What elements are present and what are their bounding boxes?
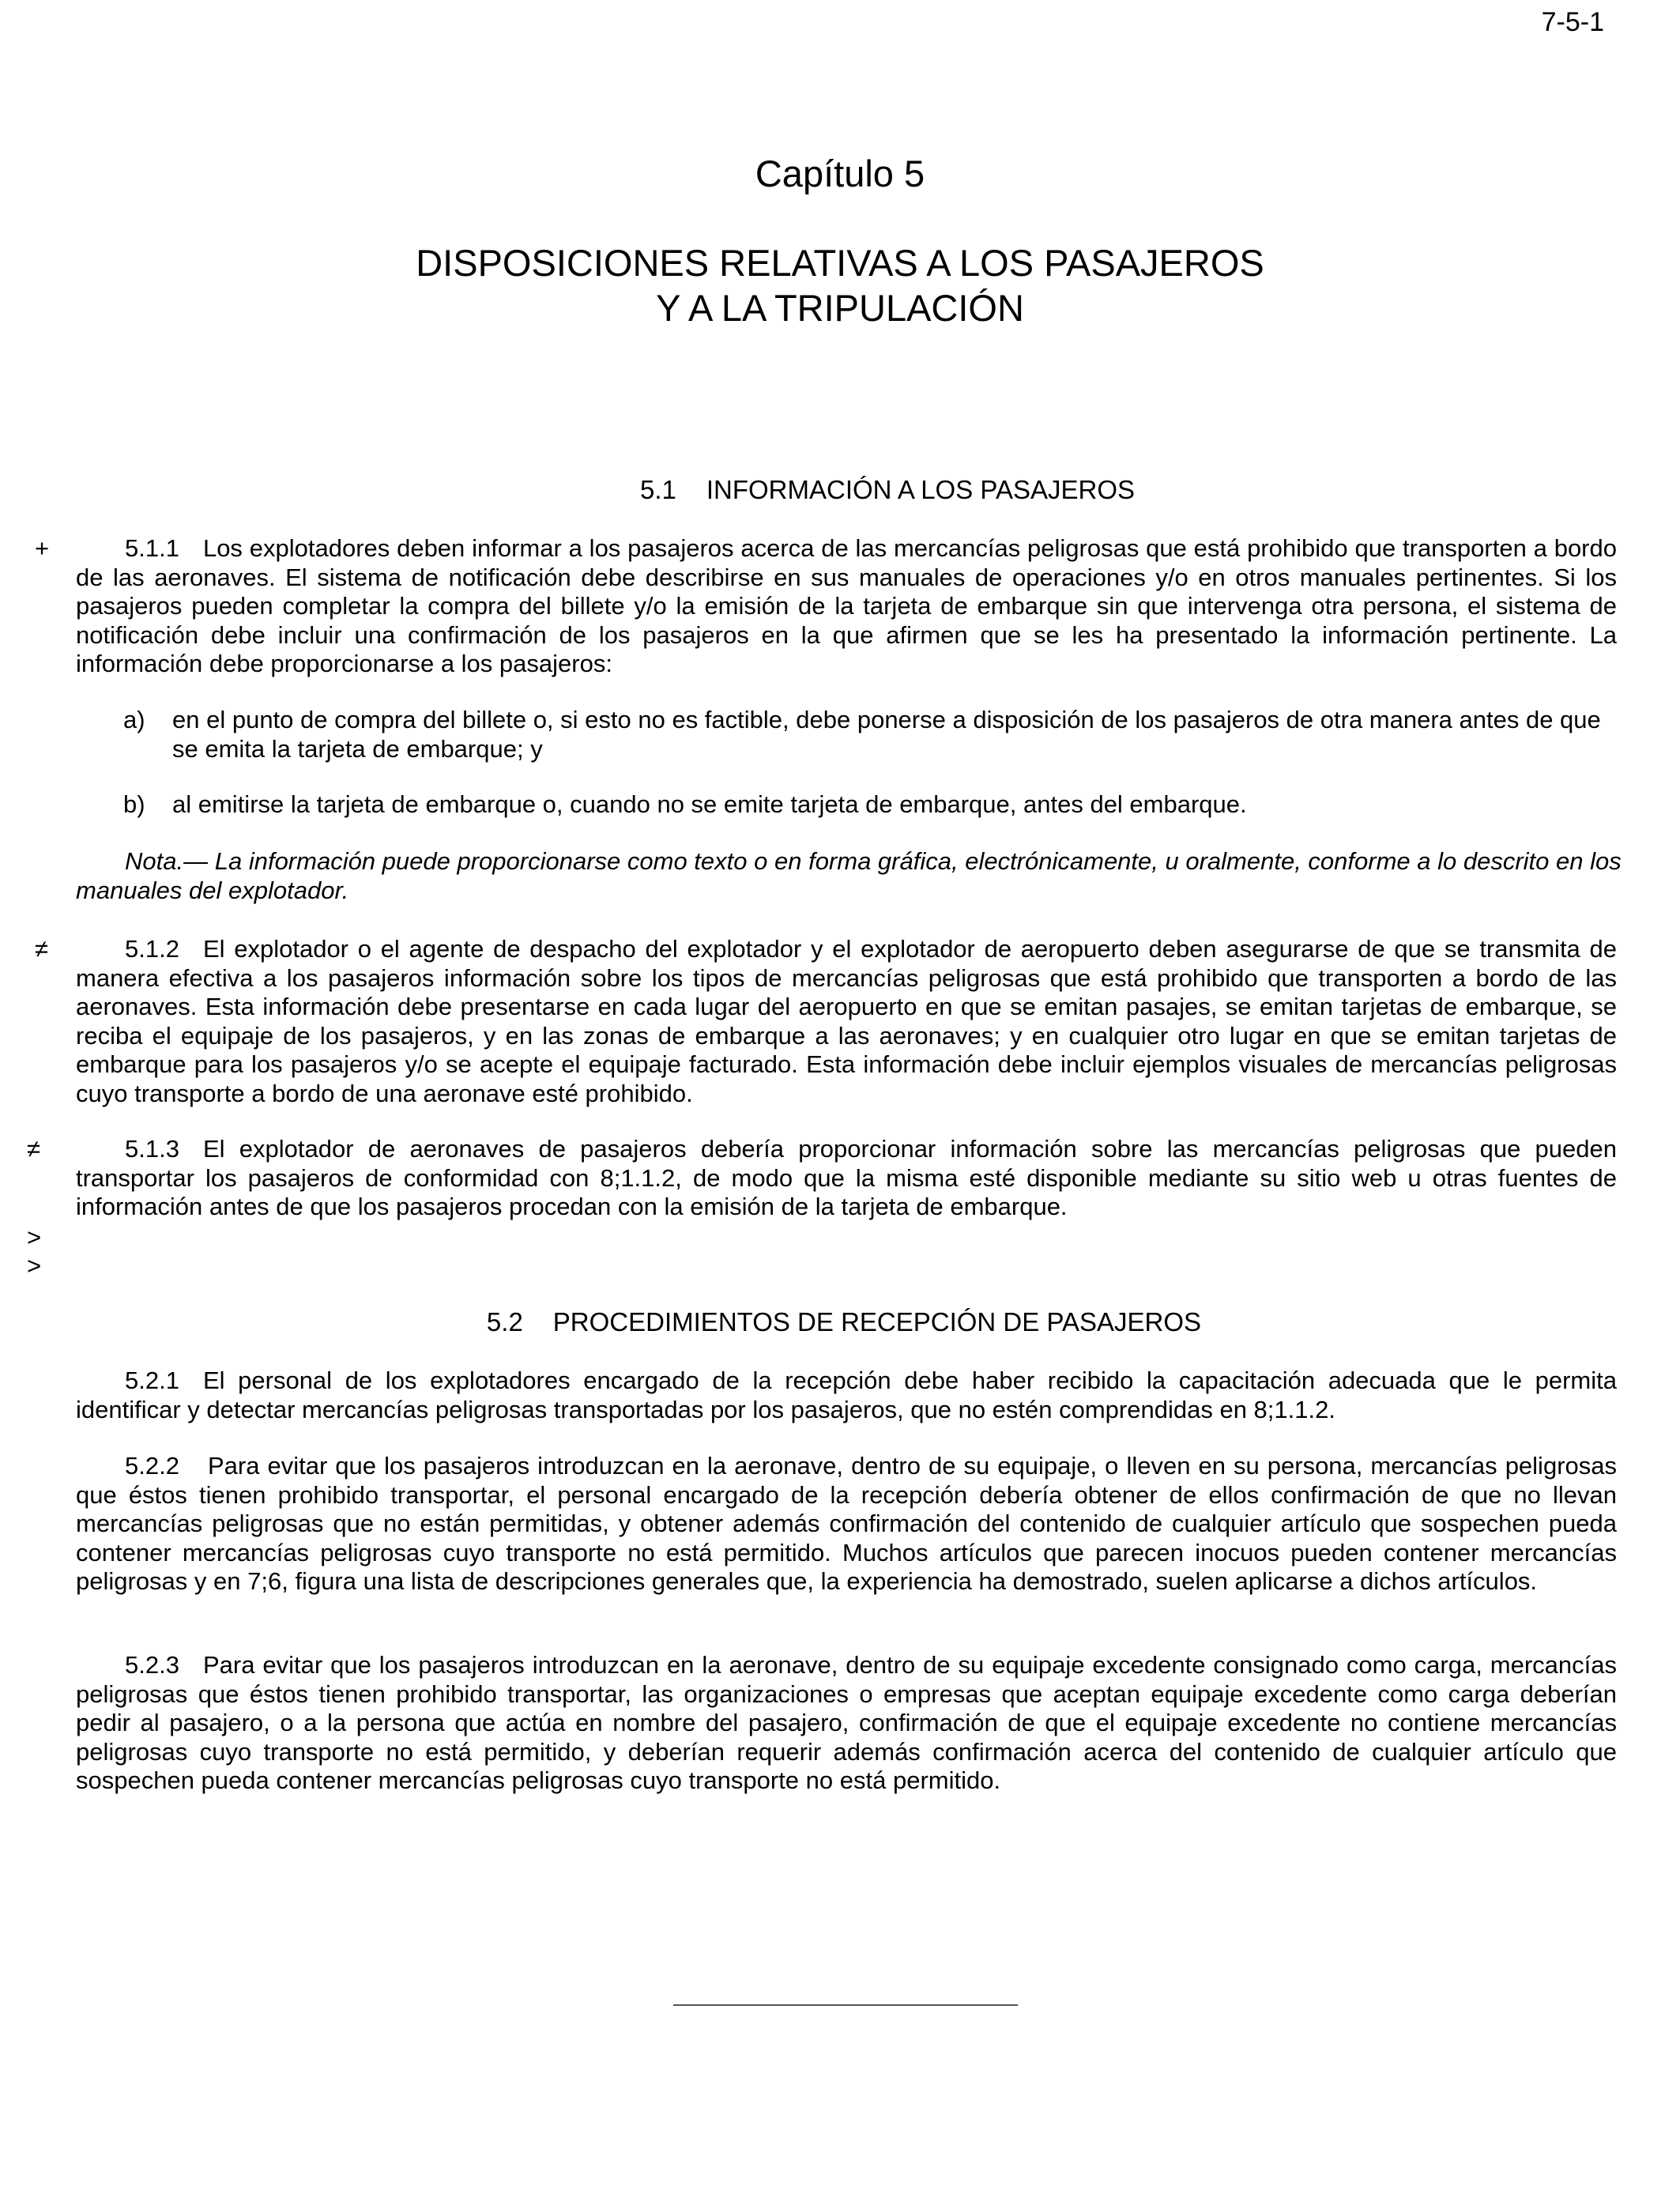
paragraph-text: El explotador o el agente de despacho del explotador y el explotador de aeropuerto deben asegurarse de que se transmita de manera efectiva a los pasajeros información sobre los tipos de mercancías peligrosas que está prohibido que transporten a bordo de las aeronaves. Esta información debe presentarse en cada lugar del aeropuerto en que se emitan pasajes, se emitan tarjetas de embarque, se reciba el equipaje de los pasajeros, y en las zonas de embarque a las aeronaves; y en cualquier otro lugar en que se emitan tarjetas de embarque para los pasajeros y/o se acepte el equipaje facturado. Esta información debe incluir ejemplos visuales de mercancías peligrosas cuyo transporte a bordo de una aeronave esté prohibido. <box>76 935 1617 1107</box>
paragraph-text: Para evitar que los pasajeros introduzcan en la aeronave, dentro de su equipaje excedente consignado como carga, mercancías peligrosas que éstos tienen prohibido transportar, las organizaciones o empresas que aceptan equipaje excedente como carga deberían pedir al pasajero, o a la persona que actúa en nombre del pasajero, confirmación de que el equipaje excedente no contiene mercancías peligrosas cuyo transporte no está permitido, y deberían requerir además confirmación acerca del contenido de cualquier artículo que sospechen pueda contener mercancías peligrosas cuyo transporte no está permitido. <box>76 1651 1617 1794</box>
section-number: 5.1 <box>639 475 676 504</box>
paragraph-number: 5.2.2 <box>125 1452 179 1480</box>
list-text: en el punto de compra del billete o, si esto no es factible, debe ponerse a disposición de los pasajeros de otra manera antes de que se emita la tarjeta de embarque; y <box>172 706 1601 763</box>
chapter-heading-line-1: DISPOSICIONES RELATIVAS A LOS PASAJEROS <box>416 242 1264 284</box>
note-text: La información puede proporcionarse como texto o en forma gráfica, electrónicamente, u oralmente, conforme a lo descrito en los manuales del explotador. <box>76 847 1622 904</box>
paragraph-5-1-3 <box>76 1135 1617 1222</box>
list-label: b) <box>123 790 145 818</box>
page-number: 7-5-1 <box>1541 7 1604 37</box>
paragraph-number: 5.1.2 <box>125 935 179 963</box>
paragraph-5-2-2 <box>76 1452 1617 1596</box>
revision-marker: ≠ <box>27 1135 41 1163</box>
list-label: a) <box>123 706 145 733</box>
section-5-2-heading <box>0 1306 1680 1338</box>
revision-marker: > <box>27 1252 42 1280</box>
revision-marker: ≠ <box>35 935 49 963</box>
chapter-heading-line-2: Y A LA TRIPULACIÓN <box>656 287 1024 329</box>
list-item-b <box>123 790 1617 820</box>
revision-marker: + <box>35 534 50 562</box>
paragraph-text: El explotador de aeronaves de pasajeros debería proporcionar información sobre las mercancías peligrosas que pueden transportar los pasajeros de conformidad con 8;1.1.2, de modo que la misma esté disponible mediante su sitio web u otras fuentes de información antes de que los pasajeros procedan con la emisión de la tarjeta de embarque. <box>76 1135 1617 1220</box>
paragraph-5-2-3 <box>76 1651 1617 1796</box>
note-prefix: Nota.— <box>125 847 209 875</box>
section-title: INFORMACIÓN A LOS PASAJEROS <box>706 475 1136 504</box>
paragraph-5-1-1 <box>76 534 1617 679</box>
paragraph-5-1-2 <box>76 935 1617 1108</box>
paragraph-number: 5.1.1 <box>125 534 179 562</box>
note <box>76 847 1625 905</box>
section-title: PROCEDIMIENTOS DE RECEPCIÓN DE PASAJEROS <box>552 1307 1202 1336</box>
section-number: 5.2 <box>486 1307 523 1336</box>
paragraph-text: Para evitar que los pasajeros introduzcan en la aeronave, dentro de su equipaje, o lleven en su persona, mercancías peligrosas que éstos tienen prohibido transportar, el personal encargado de la recepción debería obtener de ellos confirmación de que no llevan mercancías peligrosas que no están permitidas, y obtener además confirmación del contenido de cualquier artículo que sospechen pueda contener mercancías peligrosas cuyo transporte no está permitido. Muchos artículos que parecen inocuos pueden contener mercancías peligrosas y en 7;6, figura una lista de descripciones generales que, la experiencia ha demostrado, suelen aplicarse a dichos artículos. <box>76 1452 1617 1595</box>
list-item-a <box>123 706 1617 763</box>
chapter-title: Capítulo 5 <box>755 153 925 194</box>
end-of-chapter-rule <box>673 2004 1018 2006</box>
paragraph-number: 5.2.1 <box>125 1367 179 1394</box>
paragraph-text: Los explotadores deben informar a los pasajeros acerca de las mercancías peligrosas que está prohibido que transporten a bordo de las aeronaves. El sistema de notificación debe describirse en sus manuales de operaciones y/o en otros manuales pertinentes. Si los pasajeros pueden completar la compra del billete y/o la emisión de la tarjeta de embarque sin que intervenga otra persona, el sistema de notificación debe incluir una confirmación de los pasajeros en la que afirmen que se les ha presentado la información pertinente. La información debe proporcionarse a los pasajeros: <box>76 534 1617 677</box>
revision-marker: > <box>27 1223 42 1251</box>
paragraph-text: El personal de los explotadores encargado de la recepción debe haber recibido la capacitación adecuada que le permita identificar y detectar mercancías peligrosas transportadas por los pasajeros, que no estén comprendidas en 8;1.1.2. <box>76 1367 1617 1423</box>
paragraph-number: 5.1.3 <box>125 1135 179 1163</box>
paragraph-number: 5.2.3 <box>125 1651 179 1679</box>
list-text: al emitirse la tarjeta de embarque o, cuando no se emite tarjeta de embarque, antes del embarque. <box>172 790 1247 818</box>
section-5-1-heading <box>0 474 1680 506</box>
paragraph-5-2-1 <box>76 1367 1617 1424</box>
